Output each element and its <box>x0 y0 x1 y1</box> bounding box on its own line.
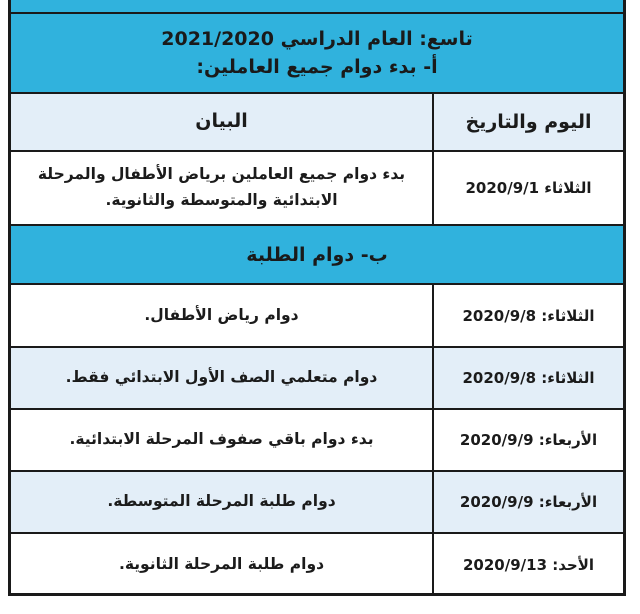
row-date: الأربعاء: 2020/9/9 <box>432 472 623 532</box>
row-description: دوام طلبة المرحلة المتوسطة. <box>107 492 336 511</box>
header-date: اليوم والتاريخ <box>432 94 623 150</box>
section-banner <box>11 14 623 94</box>
section-title: تاسع: العام الدراسي 2021/2020 <box>161 27 473 50</box>
row-date: الثلاثاء: 2020/9/8 <box>432 348 623 408</box>
table-row <box>11 348 623 410</box>
subsection-b-title: ب- دوام الطلبة <box>246 243 388 266</box>
section-banner-content <box>11 14 623 92</box>
table-row <box>11 410 623 472</box>
previous-section-bar <box>11 0 623 14</box>
row-description: دوام رياض الأطفال. <box>144 305 299 324</box>
schedule-table <box>8 0 626 596</box>
row-date: الثلاثاء: 2020/9/8 <box>432 285 623 346</box>
row-date: الأربعاء: 2020/9/9 <box>432 410 623 470</box>
row-description: بدء دوام جميع العاملين برياض الأطفال والمرحلة الابتدائية والمتوسطة والثانوية. <box>37 165 406 209</box>
table-row <box>11 472 623 534</box>
table-header-row <box>11 94 623 152</box>
table-row <box>11 285 623 348</box>
row-date: الأحد: 2020/9/13 <box>432 534 623 596</box>
table-row <box>11 534 623 596</box>
subsection-a-title: أ- بدء دوام جميع العاملين: <box>196 56 438 78</box>
table-row <box>11 152 623 226</box>
row-description: دوام طلبة المرحلة الثانوية. <box>118 555 325 574</box>
subsection-b-banner <box>11 226 623 285</box>
row-description: دوام متعلمي الصف الأول الابتدائي فقط. <box>65 368 378 387</box>
row-date: الثلاثاء 2020/9/1 <box>432 152 623 224</box>
header-description: البيان <box>195 110 248 133</box>
row-description: بدء دوام باقي صفوف المرحلة الابتدائية. <box>69 430 374 449</box>
